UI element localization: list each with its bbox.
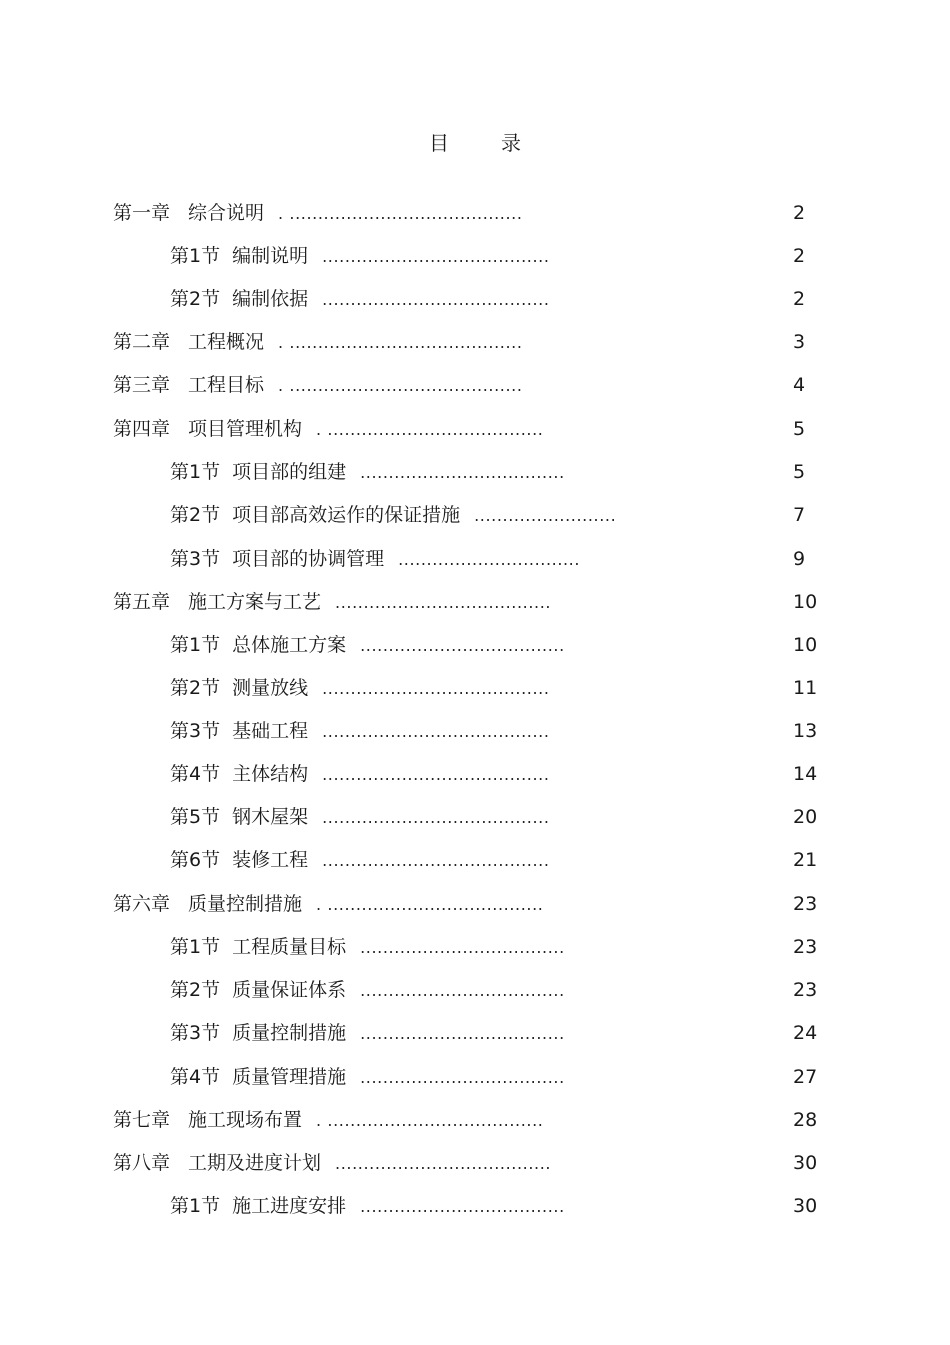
toc-page-number: 14 [793,763,818,785]
toc-leader-dots: . ...................................... [316,895,544,914]
toc-entry-number: 第4节 [170,763,221,785]
toc-page-number: 23 [793,893,818,915]
toc-entry-number: 第2节 [170,979,221,1001]
toc-entry-title: 质量管理措施 [232,1066,347,1088]
toc-entry-number: 第1节 [170,1195,221,1217]
toc-section-row[interactable] [170,673,550,703]
toc-page-number: 5 [793,461,806,483]
toc-entry-number: 第六章 [113,893,171,915]
toc-leader-dots: .................................... [360,1024,565,1043]
toc-leader-dots: . ......................................... [278,376,523,395]
toc-page-number: 30 [793,1195,818,1217]
toc-entry-title: 工期及进度计划 [188,1152,322,1174]
toc-leader-dots: .................................... [360,981,565,1000]
toc-heading-right: 录 [501,131,521,155]
toc-leader-dots: ................................ [398,550,581,569]
toc-entry-title: 施工进度安排 [232,1195,347,1217]
toc-page-number: 24 [793,1022,818,1044]
toc-page-number: 4 [793,374,806,396]
toc-entry-title: 项目部的协调管理 [232,548,385,570]
toc-entry-number: 第七章 [113,1109,171,1131]
toc-entry-number: 第4节 [170,1066,221,1088]
toc-entry-title: 装修工程 [232,849,309,871]
toc-entry-number: 第八章 [113,1152,171,1174]
toc-entry-title: 工程目标 [188,374,265,396]
toc-entry-number: 第一章 [113,202,171,224]
toc-entry-title: 测量放线 [232,677,309,699]
toc-leader-dots: ......................... [474,506,617,525]
toc-entry-title: 项目管理机构 [188,418,303,440]
toc-leader-dots: ........................................ [322,722,550,741]
toc-page-number: 5 [793,418,806,440]
toc-entry-number: 第1节 [170,936,221,958]
toc-page-number: 23 [793,936,818,958]
toc-page-number: 2 [793,288,806,310]
toc-leader-dots: ........................................ [322,247,550,266]
toc-section-row[interactable] [170,500,616,530]
toc-entry-number: 第5节 [170,806,221,828]
toc-section-row[interactable] [170,845,550,875]
toc-chapter-row[interactable] [113,327,523,357]
toc-section-row[interactable] [170,932,565,962]
toc-page-number: 11 [793,677,818,699]
toc-entry-title: 质量控制措施 [232,1022,347,1044]
toc-page-number: 7 [793,504,806,526]
toc-leader-dots: . ......................................... [278,204,523,223]
toc-entry-title: 施工现场布置 [188,1109,303,1131]
toc-section-row[interactable] [170,716,550,746]
toc-entry-title: 钢木屋架 [232,806,309,828]
toc-entry-number: 第1节 [170,461,221,483]
toc-entry-number: 第3节 [170,1022,221,1044]
toc-leader-dots: . ...................................... [316,420,544,439]
toc-page-number: 2 [793,245,806,267]
toc-entry-number: 第三章 [113,374,171,396]
toc-entry-title: 施工方案与工艺 [188,591,322,613]
toc-entry-title: 项目部高效运作的保证措施 [232,504,461,526]
toc-leader-dots: ...................................... [335,593,552,612]
toc-leader-dots: ........................................ [322,679,550,698]
toc-section-row[interactable] [170,544,580,574]
toc-leader-dots: ........................................ [322,290,550,309]
toc-section-row[interactable] [170,802,550,832]
toc-page-number: 21 [793,849,818,871]
toc-entry-title: 基础工程 [232,720,309,742]
toc-entry-number: 第2节 [170,504,221,526]
toc-leader-dots: .................................... [360,1068,565,1087]
toc-leader-dots: . ...................................... [316,1111,544,1130]
toc-page-number: 30 [793,1152,818,1174]
toc-leader-dots: ........................................ [322,808,550,827]
toc-leader-dots: ........................................ [322,851,550,870]
toc-entry-number: 第二章 [113,331,171,353]
toc-chapter-row[interactable] [113,370,523,400]
toc-entry-title: 工程概况 [188,331,265,353]
toc-leader-dots: ...................................... [335,1154,552,1173]
toc-chapter-row[interactable] [113,889,543,919]
toc-entry-title: 编制说明 [232,245,309,267]
toc-page-number: 10 [793,634,818,656]
toc-page-number: 9 [793,548,806,570]
toc-section-row[interactable] [170,1018,565,1048]
toc-page-number: 23 [793,979,818,1001]
toc-entry-number: 第2节 [170,677,221,699]
toc-entry-title: 主体结构 [232,763,309,785]
toc-entry-title: 综合说明 [188,202,265,224]
toc-page-number: 3 [793,331,806,353]
toc-entry-title: 编制依据 [232,288,309,310]
toc-heading [0,127,950,156]
toc-chapter-row[interactable] [113,198,523,228]
toc-section-row[interactable] [170,457,565,487]
toc-section-row[interactable] [170,1191,565,1221]
toc-entry-title: 质量保证体系 [232,979,347,1001]
toc-section-row[interactable] [170,759,550,789]
toc-entry-number: 第1节 [170,245,221,267]
toc-entry-title: 工程质量目标 [232,936,347,958]
toc-chapter-row[interactable] [113,1105,543,1135]
toc-entry-number: 第3节 [170,548,221,570]
toc-page-number: 27 [793,1066,818,1088]
toc-entry-number: 第五章 [113,591,171,613]
toc-leader-dots: .................................... [360,463,565,482]
toc-entry-title: 项目部的组建 [232,461,347,483]
toc-page-number: 10 [793,591,818,613]
toc-entry-title: 总体施工方案 [232,634,347,656]
toc-page-number: 28 [793,1109,818,1131]
toc-leader-dots: ........................................ [322,765,550,784]
toc-entry-number: 第1节 [170,634,221,656]
toc-section-row[interactable] [170,1062,565,1092]
toc-leader-dots: .................................... [360,938,565,957]
toc-leader-dots: . ......................................... [278,333,523,352]
toc-page-number: 2 [793,202,806,224]
toc-chapter-row[interactable] [113,1148,551,1178]
toc-page-number: 20 [793,806,818,828]
toc-leader-dots: .................................... [360,1197,565,1216]
toc-chapter-row[interactable] [113,414,543,444]
toc-page-number: 13 [793,720,818,742]
toc-entry-title: 质量控制措施 [188,893,303,915]
toc-entry-number: 第2节 [170,288,221,310]
toc-entry-number: 第3节 [170,720,221,742]
toc-section-row[interactable] [170,975,565,1005]
toc-entry-number: 第四章 [113,418,171,440]
toc-section-row[interactable] [170,241,550,271]
toc-heading-left: 目 [429,131,449,155]
toc-leader-dots: .................................... [360,636,565,655]
toc-chapter-row[interactable] [113,587,551,617]
toc-section-row[interactable] [170,284,550,314]
toc-entry-number: 第6节 [170,849,221,871]
toc-section-row[interactable] [170,630,565,660]
